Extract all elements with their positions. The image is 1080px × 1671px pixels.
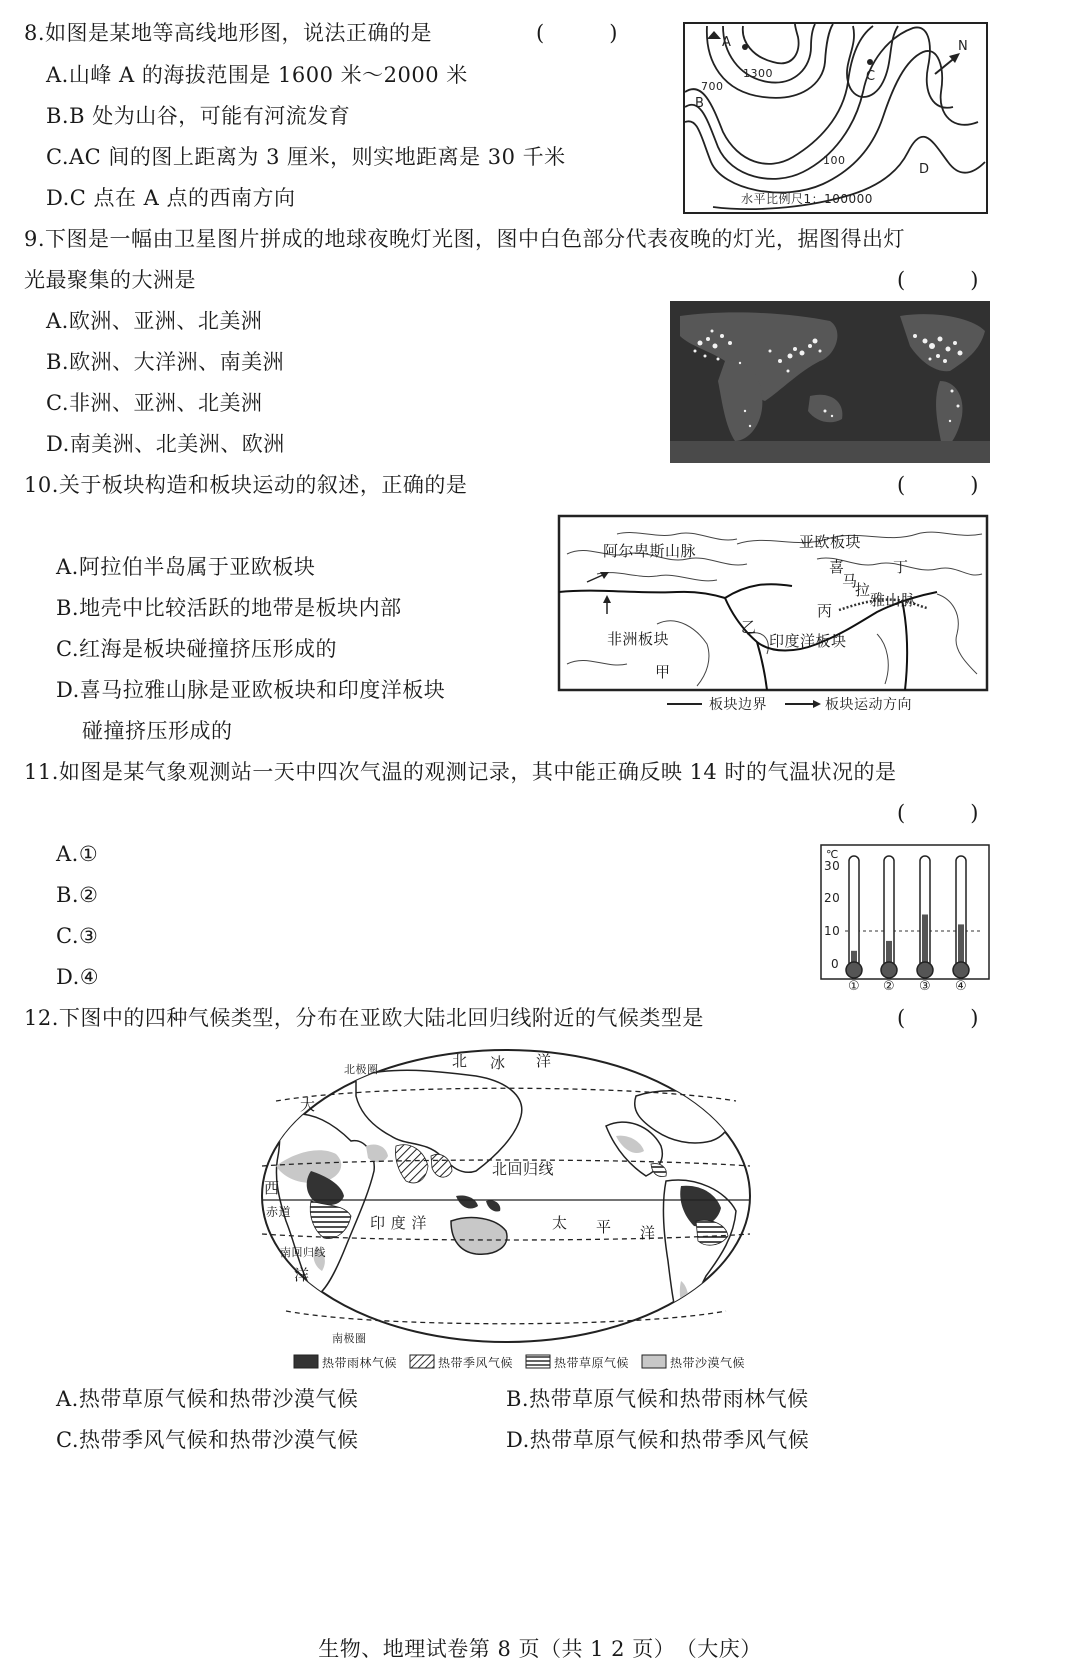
q12-label-equator: 赤道 — [266, 1205, 292, 1219]
q8-label-d: D — [919, 162, 930, 177]
thermometer-bulb-1 — [846, 962, 862, 978]
q10-legend-boundary: 板块边界 — [709, 697, 767, 713]
thermometer-bulb-3 — [917, 962, 933, 978]
thermometer-mercury-3 — [922, 915, 928, 969]
q10-answer-paren: ( ) — [897, 473, 979, 497]
q9-stem-line2: 光最聚集的大洲是 — [24, 268, 196, 292]
q11-label-1: ① — [848, 979, 861, 992]
q12-label-arctic-1: 北 — [452, 1052, 468, 1070]
q11-label-4: ④ — [955, 979, 968, 992]
q12-label-indian-ocean: 印 度 洋 — [370, 1214, 428, 1232]
q11-tick-20: 20 — [824, 891, 841, 905]
q11-tick-0: 0 — [831, 957, 840, 971]
q8-contour-map — [683, 22, 988, 214]
q10-label-yi: 乙 — [741, 618, 757, 636]
q8-scale-text: 水平比例尺1：100000 — [741, 192, 873, 206]
q10-plate-map — [557, 514, 989, 716]
q12-climate-world-map — [256, 1046, 756, 1376]
q10-label-himalaya-1: 喜 — [829, 558, 845, 576]
q11-option-b: B.② — [56, 883, 99, 907]
q12-label-tropic-cancer: 北回归线 — [492, 1160, 555, 1178]
q8-contour-100: 100 — [823, 154, 846, 167]
thermometer-bulb-4 — [953, 962, 969, 978]
q11-thermometer-figure — [820, 844, 990, 992]
q8-stem: 8.如图是某地等高线地形图，说法正确的是 — [24, 21, 433, 45]
q11-answer-paren: ( ) — [897, 801, 979, 825]
q10-label-indian-plate: 印度洋板块 — [769, 632, 847, 650]
q8-label-a: A — [722, 35, 732, 50]
q11-label-2: ② — [883, 979, 896, 992]
q10-label-eurasian-plate: 亚欧板块 — [799, 533, 862, 551]
q9-answer-paren: ( ) — [897, 268, 979, 292]
q12-stem: 12.下图中的四种气候类型，分布在亚欧大陆北回归线附近的气候类型是 — [24, 1006, 704, 1030]
q12-label-arctic-circle: 北极圈 — [344, 1063, 379, 1076]
q9-night-lights-image — [670, 301, 990, 463]
q12-legend-savanna: 热带草原气候 — [554, 1356, 630, 1370]
page-footer: 生物、地理试卷第 8 页（共 1 2 页） （大庆） — [318, 1637, 762, 1661]
q12-option-a: A.热带草原气候和热带沙漠气候 — [56, 1387, 359, 1411]
q8-contour-700: 700 — [701, 80, 724, 93]
q12-label-pacific-2: 平 — [596, 1218, 612, 1236]
q10-label-himalaya-4: 雅山脉 — [870, 591, 917, 609]
q12-label-arctic-3: 洋 — [536, 1052, 552, 1070]
q11-label-3: ③ — [919, 979, 932, 992]
q10-option-c: C.红海是板块碰撞挤压形成的 — [56, 637, 337, 661]
q8-label-c: C — [866, 69, 876, 84]
q12-legend-monsoon: 热带季风气候 — [438, 1356, 514, 1370]
q10-option-b: B.地壳中比较活跃的地带是板块内部 — [56, 596, 402, 620]
q12-legend-desert: 热带沙漠气候 — [670, 1356, 746, 1370]
q10-option-a: A.阿拉伯半岛属于亚欧板块 — [56, 555, 316, 579]
q12-label-yang: 洋 — [294, 1266, 310, 1284]
q8-north-label: N — [958, 39, 969, 54]
q8-option-d: D.C 点在 A 点的西南方向 — [46, 186, 296, 210]
q10-label-himalaya-2: 马 — [842, 572, 858, 590]
q11-option-c: C.③ — [56, 924, 99, 948]
q11-option-d: D.④ — [56, 965, 100, 989]
q8-option-c: C.AC 间的图上距离为 3 厘米，则实地距离是 30 千米 — [46, 145, 566, 169]
q10-label-himalaya-3: 拉 — [855, 581, 871, 599]
q11-stem: 11.如图是某气象观测站一天中四次气温的观测记录，其中能正确反映 14 时的气温状况的是 — [24, 760, 897, 784]
q12-label-antarctic-circle: 南极圈 — [332, 1332, 367, 1345]
q9-option-d: D.南美洲、北美洲、欧洲 — [46, 432, 285, 456]
q11-option-a: A.① — [56, 842, 99, 866]
q10-label-ding: 丁 — [893, 558, 909, 576]
q8-answer-paren: ( ) — [536, 21, 618, 45]
q11-tick-10: 10 — [824, 924, 841, 938]
q10-label-jia: 甲 — [655, 663, 671, 681]
q10-legend-motion: 板块运动方向 — [825, 697, 912, 713]
q12-label-pacific-1: 太 — [552, 1214, 568, 1232]
q12-legend — [292, 1352, 752, 1372]
q10-label-african-plate: 非洲板块 — [607, 630, 670, 648]
q11-unit-label: ℃ — [826, 848, 839, 861]
q8-option-b: B.B 处为山谷，可能有河流发育 — [46, 104, 351, 128]
q12-label-tropic-capricorn: 南回归线 — [280, 1246, 326, 1259]
q12-label-pacific-3: 洋 — [640, 1224, 656, 1242]
q12-option-b: B.热带草原气候和热带雨林气候 — [506, 1387, 809, 1411]
q8-contour-1300: 1300 — [743, 67, 773, 80]
q12-option-d: D.热带草原气候和热带季风气候 — [506, 1428, 810, 1452]
q10-option-d-continued: 碰撞挤压形成的 — [82, 719, 233, 743]
q10-label-alps: 阿尔卑斯山脉 — [603, 542, 697, 560]
q12-option-c: C.热带季风气候和热带沙漠气候 — [56, 1428, 359, 1452]
q12-label-xi: 西 — [264, 1179, 280, 1197]
q8-option-a: A.山峰 A 的海拔范围是 1600 米～2000 米 — [46, 63, 468, 87]
q10-stem: 10.关于板块构造和板块运动的叙述，正确的是 — [24, 473, 468, 497]
q10-option-d: D.喜马拉雅山脉是亚欧板块和印度洋板块 — [56, 678, 446, 702]
q12-label-arctic-2: 冰 — [490, 1054, 506, 1072]
q9-stem-line1: 9.下图是一幅由卫星图片拼成的地球夜晚灯光图，图中白色部分代表夜晚的灯光，据图得出灯 — [24, 227, 906, 251]
q10-label-bing: 丙 — [817, 602, 833, 620]
q9-option-b: B.欧洲、大洋洲、南美洲 — [46, 350, 285, 374]
q9-option-c: C.非洲、亚洲、北美洲 — [46, 391, 263, 415]
q11-tick-30: 30 — [824, 859, 841, 873]
q12-label-da: 大 — [300, 1096, 316, 1114]
thermometer-bulb-2 — [881, 962, 897, 978]
q12-legend-rainforest: 热带雨林气候 — [322, 1356, 398, 1370]
q12-answer-paren: ( ) — [897, 1006, 979, 1030]
q8-label-b: B — [695, 96, 705, 111]
q9-option-a: A.欧洲、亚洲、北美洲 — [46, 309, 263, 333]
